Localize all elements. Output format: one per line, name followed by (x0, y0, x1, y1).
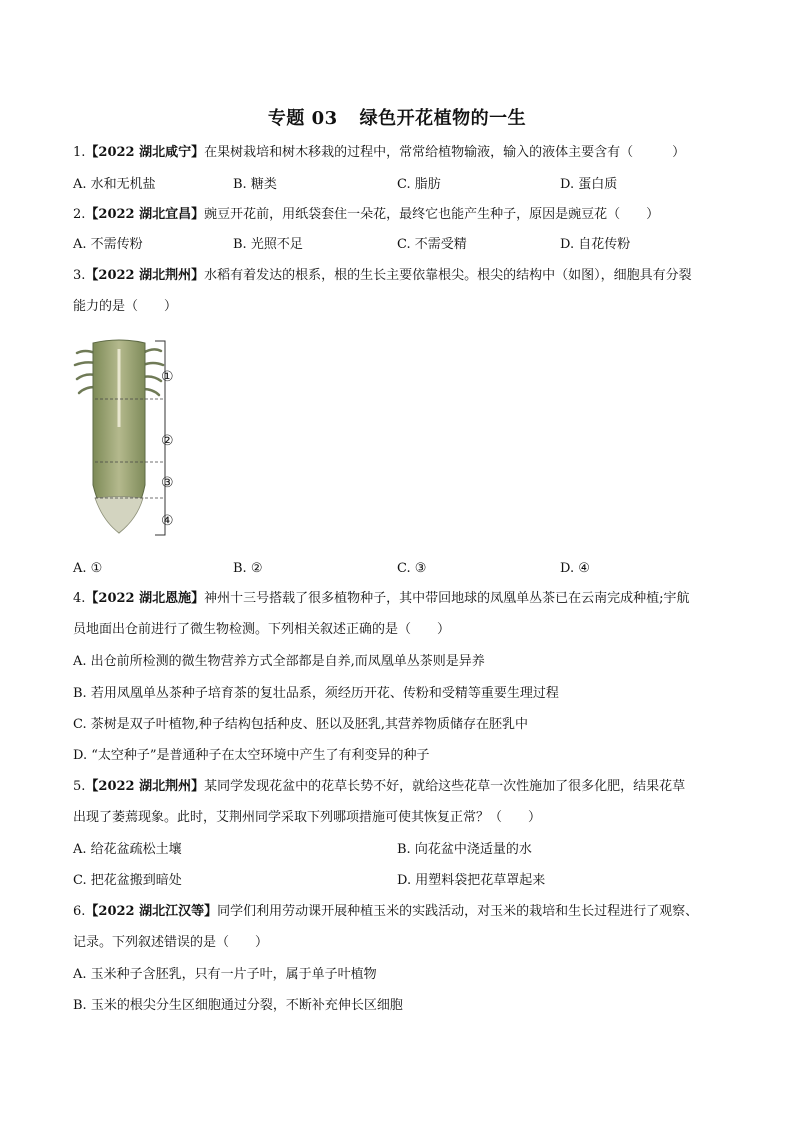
question-6-stem: 6.【2022 湖北江汉等】同学们利用劳动课开展种植玉米的实践活动，对玉米的栽培和生长过程进行了观察、 (73, 904, 699, 919)
question-source: 【2022 湖北宜昌】 (85, 207, 205, 222)
question-6-option-a: A. 玉米种子含胚乳，只有一片子叶，属于单子叶植物 (73, 967, 377, 982)
question-3-option-b: B. ② (233, 561, 263, 576)
question-5-option-d: D. 用塑料袋把花草罩起来 (397, 873, 546, 888)
question-1-stem: 1.【2022 湖北咸宁】在果树栽培和树木移栽的过程中，常常给植物输液，输入的液体主要含有（ ） (73, 145, 686, 160)
question-4-option-d: D. “太空种子”是普通种子在太空环境中产生了有利变异的种子 (73, 748, 430, 763)
question-2-option-d: D. 自花传粉 (560, 237, 631, 252)
question-5-stem: 5.【2022 湖北荆州】某同学发现花盆中的花草长势不好，就给这些花草一次性施加了很多化肥，结果花草 (73, 779, 686, 794)
question-4-option-b: B. 若用凤凰单丛茶种子培育茶的复壮品系，须经历开花、传粉和受精等重要生理过程 (73, 686, 559, 701)
page-title (0, 104, 794, 130)
question-source: 【2022 湖北咸宁】 (85, 145, 205, 160)
question-2-stem: 2.【2022 湖北宜昌】豌豆开花前，用纸袋套住一朵花，最终它也能产生种子，原因是豌豆花（ ） (73, 207, 660, 222)
root-tip-diagram (73, 335, 189, 540)
question-1-option-b: B. 糖类 (233, 177, 277, 192)
question-5-stem-line-2: 出现了萎蔫现象。此时，艾荆州同学采取下列哪项措施可使其恢复正常？（ ） (73, 810, 542, 825)
title-text: 绿色开花植物的一生 (359, 108, 527, 129)
question-4-stem-line-2: 员地面出仓前进行了微生物检测。下列相关叙述正确的是（ ） (73, 622, 451, 637)
title-number: 专题 03 (267, 108, 338, 129)
question-3-stem: 3.【2022 湖北荆州】水稻有着发达的根系，根的生长主要依靠根尖。根尖的结构中（如图），细胞具有分裂 (73, 268, 692, 283)
question-4-stem: 4.【2022 湖北恩施】神州十三号搭载了很多植物种子，其中带回地球的凤凰单丛茶已在云南完成种植;宇航 (73, 591, 690, 606)
question-3-stem-line-2: 能力的是（ ） (73, 299, 178, 314)
question-1-option-d: D. 蛋白质 (560, 177, 618, 192)
question-5-option-b: B. 向花盆中浇适量的水 (397, 842, 532, 857)
question-3-option-d: D. ④ (560, 561, 590, 576)
label-zone-3: ③ (161, 475, 174, 491)
question-3-option-a: A. ① (73, 561, 103, 576)
question-6-option-b: B. 玉米的根尖分生区细胞通过分裂，不断补充伸长区细胞 (73, 998, 403, 1013)
question-5-option-a: A. 给花盆疏松土壤 (73, 842, 182, 857)
question-1-option-a: A. 水和无机盐 (73, 177, 156, 192)
label-zone-1: ① (161, 369, 174, 385)
question-source: 【2022 湖北荆州】 (85, 779, 205, 794)
label-zone-4: ④ (161, 513, 174, 529)
question-source: 【2022 湖北恩施】 (85, 591, 205, 606)
question-5-option-c: C. 把花盆搬到暗处 (73, 873, 182, 888)
question-2-option-b: B. 光照不足 (233, 237, 303, 252)
question-4-option-a: A. 出仓前所检测的微生物营养方式全部都是自养,而凤凰单丛茶则是异养 (73, 654, 485, 669)
question-2-option-c: C. 不需受精 (397, 237, 467, 252)
label-zone-2: ② (161, 433, 174, 449)
question-6-stem-line-2: 记录。下列叙述错误的是（ ） (73, 935, 269, 950)
question-1-option-c: C. 脂肪 (397, 177, 441, 192)
question-3-option-c: C. ③ (397, 561, 427, 576)
question-source: 【2022 湖北荆州】 (85, 268, 205, 283)
question-4-option-c: C. 茶树是双子叶植物,种子结构包括种皮、胚以及胚乳,其营养物质储存在胚乳中 (73, 717, 529, 732)
question-source: 【2022 湖北江汉等】 (85, 904, 218, 919)
root-cap (95, 497, 143, 534)
question-2-option-a: A. 不需传粉 (73, 237, 143, 252)
